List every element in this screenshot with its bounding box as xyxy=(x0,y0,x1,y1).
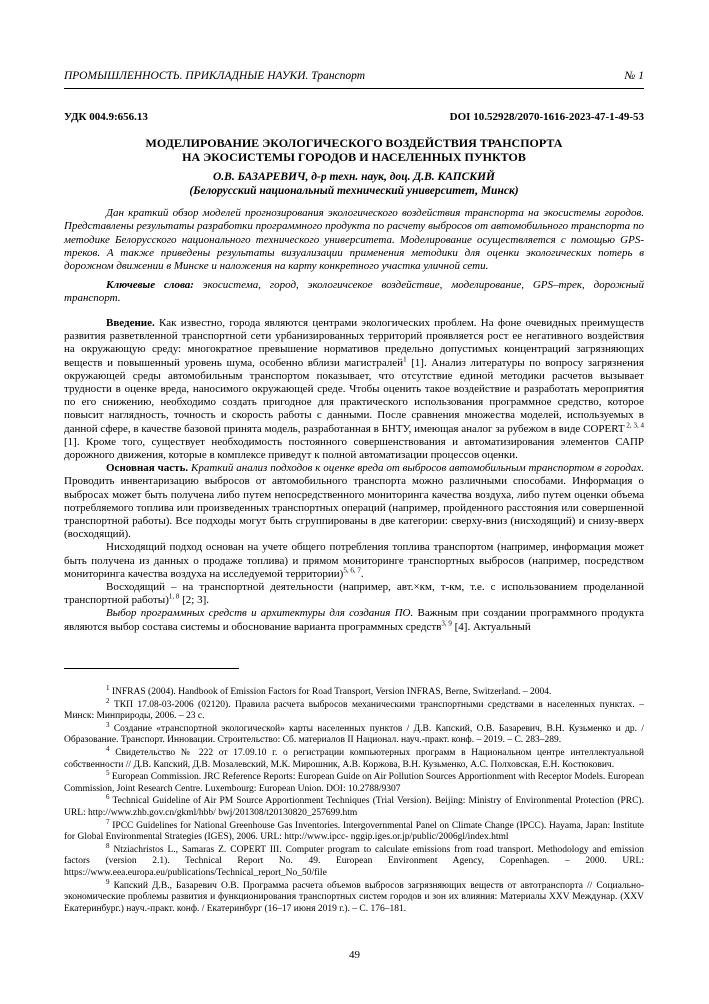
software-subheading: Выбор программных средств и архитектуры для создания ПО. xyxy=(106,607,414,620)
running-header xyxy=(64,70,644,82)
footnote xyxy=(64,696,645,723)
footnote-separator xyxy=(64,668,239,669)
issue-number: № 1 xyxy=(624,70,644,82)
footnote-number: 9 xyxy=(106,877,110,886)
footnote-number: 7 xyxy=(106,817,110,826)
paragraph-main-part xyxy=(64,462,644,541)
footnote-ref: 5, 6, 7 xyxy=(343,566,361,575)
footnote-number: 3 xyxy=(106,720,110,729)
keywords-text: экосистема, город, экологичсекое воздействие, моделирование, GPS–трек, дорожный транспорт. xyxy=(64,279,644,305)
footnote-number: 2 xyxy=(106,696,110,705)
footnote xyxy=(64,817,644,844)
top-down-end: . xyxy=(360,567,364,580)
intro-text-1: Как известно, города являются центрами экологических проблем. На фоне очевидных преимуществ развития разветвленной транспортной сети урбанизированных территорий проявляется рост ее негативного воздействия на окружающую среду: многократное превышение нормативов предельно допустимых концентраций загрязняющих веществ и повышенный уровень шума, особенно вблизи магистралей xyxy=(64,317,644,369)
paragraph-introduction xyxy=(64,317,644,462)
software-text: Важным при создании программного продукта являются выбор состава системы и обоснование варианта программных средств xyxy=(64,607,644,633)
header-rule xyxy=(64,88,644,89)
software-end: [4]. Актуальный xyxy=(451,620,531,633)
footnote-number: 5 xyxy=(106,769,110,777)
journal-section-title: ПРОМЫШЛЕННОСТЬ. ПРИКЛАДНЫЕ НАУКИ. Транспорт xyxy=(64,70,366,82)
footnote-text: Ntziachristos L., Samaras Z. COPERT III. Computer program to calculate emissions from road transport. Methodology and emission factors (version 2.1). Technical Report No. 49. European Environment Agency, Copenhagen. – 2000. URL: https://www.eea.europa.eu/publications/Technical_report_No_50/file xyxy=(64,844,644,878)
top-down-text: Нисходящий подход основан на учете общего потребления топлива транспортом (например, информация может быть получена из данных о продаже топлива) и прямом мониторинге транспортных выбросов (например, посредством мониторинга качества воздуха на исследуемой территории) xyxy=(64,541,644,580)
footnote-ref: 1 xyxy=(403,354,407,363)
keywords-label: Ключевые слова: xyxy=(106,279,194,291)
footnote xyxy=(64,683,644,699)
footnote-text: IPCC Guidelines for National Greenhouse Gas Inventories. Intergovernmental Panel on Climate Change (IPCC). Hayama, Japan: Institute for Global Environmental Strategies (IGES), 2006. URL: http://www.ipcc- nggip.iges.or.jp/public/2006gl/index.html xyxy=(64,820,644,843)
bottom-up-text: Восходящий – на транспортной деятельности (например, авт.×км, т-км, т.е. с использованием проделанной транспортной работы) xyxy=(64,581,644,607)
footnote xyxy=(64,793,644,819)
footnote-text: European Commission. JRC Reference Reports: European Guide on Air Pollution Sources Apportionment with Receptor Models. European Commission, Joint Research Centre. Luxembourg: European Union. DOI: 10.2788/9307 xyxy=(64,772,644,794)
footnote-text: ТКП 17.08-03-2006 (02120). Правила расчета выбросов механическими транспортными средствами в населенных пунктах. – Минск: Минприроды, 2006. – 23 с. xyxy=(64,699,645,722)
footnote-ref: 3, 9 xyxy=(441,619,452,628)
footnote-ref: 1, 8 xyxy=(168,592,180,601)
footnote-text: Свидетельство № 222 от 17.09.10 г. о регистрации компьютерных программ в Национальном центре интеллектуальной собственности // Д.В. Капский, Д.В. Мозалевский, М.К. Мирошник, А.В. Коржова, В.Н. Кузьменко, А.С. Полховская, Е.Н. Костюкович. xyxy=(64,747,644,770)
keywords xyxy=(64,279,644,306)
intro-text-3: [1]. Кроме того, существует необходимость постоянного совершенствования и автоматизирования элементов САПР дорожного движения, которые в комплексе приведут к полной автоматизации процессов оценки. xyxy=(64,435,644,462)
main-part-subheading: Краткий анализ подходов к оценке вреда от выбросов автомобильным транспортом в городах. xyxy=(188,462,644,475)
udc-code: УДК 004.9:656.13 xyxy=(64,111,148,123)
footnote xyxy=(64,769,644,795)
article-title-line-2: НА ЭКОСИСТЕМЫ ГОРОДОВ И НАСЕЛЕННЫХ ПУНКТОВ xyxy=(182,150,526,164)
article-body xyxy=(64,317,644,634)
footnote-number: 8 xyxy=(106,841,110,850)
page-number: 49 xyxy=(349,949,360,961)
footnote-number: 4 xyxy=(106,744,110,753)
main-part-heading: Основная часть. xyxy=(106,462,189,475)
intro-heading: Введение. xyxy=(106,317,155,329)
article-title-line-1: МОДЕЛИРОВАНИЕ ЭКОЛОГИЧЕСКОГО ВОЗДЕЙСТВИЯ ТРАНСПОРТА xyxy=(145,136,563,150)
author-names: О.В. БАЗАРЕВИЧ, д-р техн. наук, доц. Д.В. КАПСКИЙ xyxy=(213,171,495,183)
author-affiliation: (Белорусский национальный технический университет, Минск) xyxy=(189,185,519,197)
bottom-up-end: [2; 3]. xyxy=(179,594,210,607)
footnote-ref: 2, 3, 4 xyxy=(624,420,645,429)
doi: DOI 10.52928/2070-1616-2023-47-1-49-53 xyxy=(449,111,644,123)
footnote xyxy=(64,720,644,747)
footnote-text: Technical Guideline of Air PM Source Apportionment Techniques (Trial Version). Beijing: Ministry of Environmental Protection (PRC). URL: http://www.zhb.gov.cn/gkml/hbb/ bwj/201308/t20130820_257699.htm xyxy=(64,796,644,818)
main-part-text: Проводить инвентаризацию выбросов от автомобильного транспорта можно различными способами. Информация о выбросах может быть получена либо путем непосредственного мониторинга качества воздуха, либо путем оценки объема потребляемого топлива или произведенных транспортных операций (например, пройденного расстояния или совершенной транспортной работы). Все подходы могут быть сгруппированы в две категории: сверху-вниз (нисходящий) и снизу-вверх (восходящий). xyxy=(64,475,644,541)
footnote-text: INFRAS (2004). Handbook of Emission Factors for Road Transport, Version INFRAS, Berne, Switzerland. – 2004. xyxy=(111,687,552,697)
footnote xyxy=(64,744,644,771)
footnote xyxy=(64,877,644,916)
paragraph-bottom-up xyxy=(64,581,644,607)
paragraph-software-choice xyxy=(64,607,644,633)
footnote-number: 6 xyxy=(106,793,110,802)
intro-text-2: [1]. Анализ литературы по вопросу загрязнения окружающей среды автомобильным транспортом показывает, что отсутствие единой методики расчетов вызывает трудности в оценке вреда, наносимого окружающей среде. Чтобы оценить такое воздействие и разработать мероприятия по его снижению, необходимо создать пригодное для практического использования программное средство, которое повысит наглядность, точность и скорость работы с данными. После сравнения множества моделей, используемых в данной сфере, в качестве базовой принята модель, разработанная в БНТУ, имеющая аналог за рубежом в виде COPERT xyxy=(64,356,644,435)
paragraph-top-down xyxy=(64,541,644,581)
footnote-number: 1 xyxy=(106,683,110,692)
article-title xyxy=(64,136,644,164)
authors-block xyxy=(64,170,644,198)
footnote-text: Капский Д.В., Базаревич О.В. Программа расчета объемов выбросов загрязняющих веществ от автотранспорта // Социально-экономические проблемы развития и функционирования транспортных систем городов и зон их влияния: Материалы XXV Междунар. (XXV Екатеринбург.) науч.-практ. конф. / Екатеринбург (16–17 июня 2019 г.). – С. 176–181. xyxy=(64,880,644,914)
footnotes xyxy=(64,683,645,916)
footnote xyxy=(64,841,644,880)
footnote-text: Создание «транспортной экологической» карты населенных пунктов / Д.В. Капский, О.В. Базаревич, В.Н. Кузьменко и др. / Образование. Транспорт. Инновации. Строительство: Сб. материалов II Национал. науч.-практ. конф. – 2019. – С. 283–289. xyxy=(64,723,644,746)
abstract: Дан краткий обзор моделей прогнозирования экологического воздействия транспорта на экосистемы городов. Представлены результаты разработки программного продукта по расчету выбросов от автомобильного транспорта по методике Белорусского национального технического университета. Моделирование осуществляется с помощью GPS-треков. А также приведены результаты визуализации применения методики для оценки экологических потерь в дорожном движении в Минске и наложения на карту конкретного участка уличной сети. xyxy=(64,207,644,273)
